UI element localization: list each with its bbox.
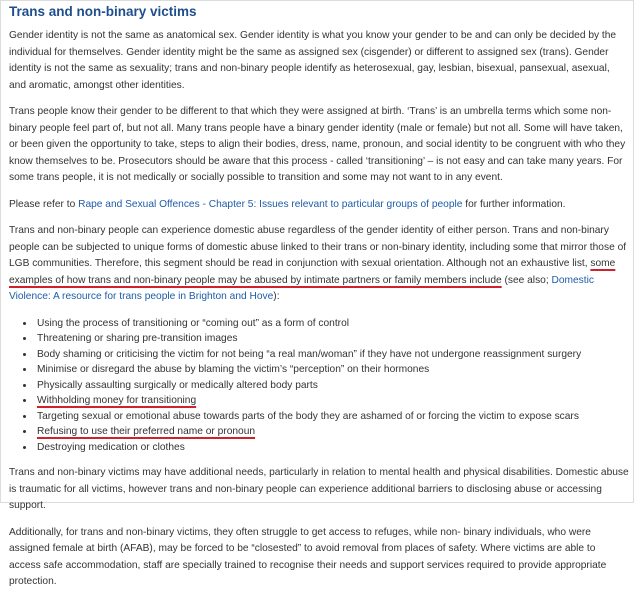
paragraph-refer <box>9 197 629 214</box>
paragraph-domestic-abuse <box>9 223 629 306</box>
closing-text: ): <box>273 291 280 302</box>
list-item-highlighted <box>35 424 629 440</box>
refer-text-before: Please refer to <box>9 198 79 210</box>
section-heading: Trans and non-binary victims <box>9 4 197 19</box>
paragraph-refuges: Additionally, for trans and non-binary victims, they often struggle to get access to refuges, while non- binary individuals, who were assigned female at birth (AFAB), may be forced to be “closested” to avoid removal from places of safety. Where victims are able to access safe accommodation, staff are specially trained to recognise their needs and support services required to provide appropriate protection. <box>9 526 607 587</box>
list-item: • Threatening or sharing pre-transition images <box>35 331 629 347</box>
list-item: • Body shaming or criticising the victim for not being “a real man/woman” if they have not undergone reassignment surgery <box>35 347 629 363</box>
abuse-examples-list <box>9 316 629 456</box>
list-item: • Physically assaulting surgically or medically altered body parts <box>35 378 629 394</box>
list-item-highlighted <box>35 393 629 409</box>
paragraph-trans-people: Trans people know their gender to be different to that which they were assigned at birth. ‘Trans’ is an umbrella terms which some non-binary people feel part of, but not all. Many trans people have a binary gender identity (male or female) but not all. Some will have taken, or been given the opportunity to take, steps to align their bodies, dress, name, pronoun, and social identity to be congruent with who they know themselves to be. Prosecutors should be aware that this process - called ‘transitioning’ – is not easy and can take many years. For some trans people, it is not medically or socially possible to transition and some may not want to in any event. <box>9 106 626 183</box>
paragraph-gender-identity: Gender identity is not the same as anatomical sex. Gender identity is what you know your gender to be and can only be decided by the individual for themselves. Gender identity might be the same as assigned sex (cisgender) or different to assigned sex (trans). Gender identity is not the same as sexuality; trans and non-binary people identify as heterosexual, gay, lesbian, bisexual, pansexual, asexual, and aromatic, amongst other identities. <box>9 30 617 91</box>
list-item: • Destroying medication or clothes <box>35 440 629 456</box>
see-also-text: (see also; <box>501 274 552 286</box>
rape-sexual-offences-link[interactable]: Rape and Sexual Offences - Chapter 5: Issues relevant to particular groups of people <box>78 198 463 210</box>
highlighted-examples-text: some examples of how trans and non-binary people may be abused by intimate partners or family members include <box>9 258 616 286</box>
list-item: • Targeting sexual or emotional abuse towards parts of the body they are ashamed of or forcing the victim to expose scars <box>35 409 629 425</box>
highlighted-list-text: Withholding money for transitioning <box>37 395 197 406</box>
list-item: • Using the process of transitioning or “coming out” as a form of control <box>35 316 629 332</box>
highlighted-list-text: Refusing to use their preferred name or pronoun <box>37 426 256 437</box>
paragraph-additional-needs: Trans and non-binary victims may have additional needs, particularly in relation to mental health and physical disabilities. Domestic abuse is traumatic for all victims, however trans and non-binary people can experience additional barriers to disclosing abuse or accessing support. <box>9 467 629 511</box>
refer-text-after: for further information. <box>462 198 566 210</box>
list-item: • Minimise or disregard the abuse by blaming the victim’s “perception” on their hormones <box>35 362 629 378</box>
domestic-violence-resource-link[interactable]: Domestic Violence: A resource for trans people in Brighton and Hove <box>9 274 594 302</box>
article-content <box>9 3 629 601</box>
domestic-abuse-text: Trans and non-binary people can experience domestic abuse regardless of the gender identity of either person. Trans and non-binary people can be subjected to unique forms of domestic abuse linked to their trans or non-binary identity, including some that mirror those of LGB communities. Therefore, this segment should be read in conjunction with sexual orientation. Although not an exhaustive list, <box>9 225 627 269</box>
